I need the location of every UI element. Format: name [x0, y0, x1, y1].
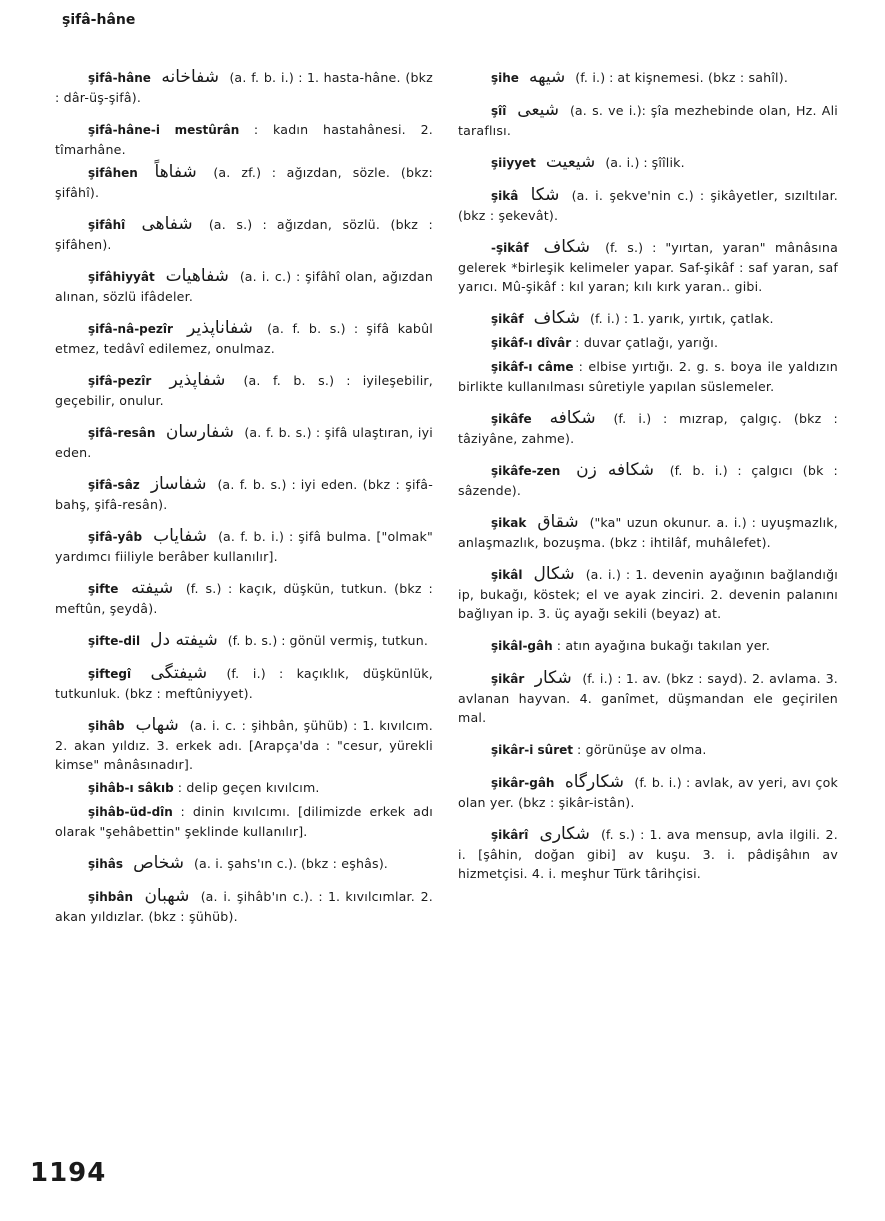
- entry-headword: şikak: [491, 516, 527, 530]
- dictionary-entry: [55, 527, 433, 566]
- dictionary-entry: [458, 333, 838, 353]
- entry-headword: şifâhî: [88, 218, 126, 232]
- entry-headword: şihâb-ı sâkıb: [88, 781, 174, 795]
- dictionary-entry: [458, 565, 838, 623]
- dictionary-entry: [458, 461, 838, 500]
- entry-arabic-script: شفارسان: [165, 422, 234, 442]
- entry-definition: (f. s.) : 1. ava mensup, avla ilgili. 2. i. [şâhin, doğan gibi] av kuşu. 3. i. pâdişâhın av hizmetçisi. 4. i. meşhur Türk târihçisi.: [458, 827, 838, 881]
- dictionary-entry: [55, 68, 433, 107]
- entry-definition: (f. b. i.) : çalgıcı (bk : sâzende).: [458, 463, 838, 498]
- entry-headword: şifte: [88, 582, 119, 596]
- entry-headword: şikâfe: [491, 412, 532, 426]
- entry-headword: şifâ-hâne: [88, 71, 151, 85]
- entry-headword: şihbân: [88, 890, 134, 904]
- entry-definition: (f. b. i.) : avlak, av yeri, avı çok olan yer. (bkz : şikâr-istân).: [458, 775, 838, 810]
- dictionary-entry: [55, 579, 433, 618]
- dictionary-entry: [458, 669, 838, 727]
- entry-headword: şifâhen: [88, 166, 138, 180]
- dictionary-entry: [458, 153, 838, 173]
- dictionary-entry: [55, 664, 433, 703]
- entry-headword: şifâ-yâb: [88, 530, 143, 544]
- dictionary-entry: [458, 309, 838, 329]
- entry-headword: şikâfe-zen: [491, 464, 561, 478]
- entry-headword: şifâ-pezîr: [88, 374, 152, 388]
- entry-arabic-script: شكاف: [543, 237, 591, 257]
- dictionary-entry: [458, 101, 838, 140]
- dictionary-entry: [55, 631, 433, 651]
- entry-definition: (a. s. ve i.): şîa mezhebinde olan, Hz. Ali taraflısı.: [458, 103, 838, 138]
- dictionary-entry: [458, 740, 838, 760]
- entry-definition: (f. i.) : kaçıklık, düşkünlük, tutkunluk. (bkz : meftûniyyet).: [55, 666, 433, 701]
- dictionary-entry: [55, 267, 433, 306]
- entry-definition: (a. f. b. s.) : iyi eden. (bkz : şifâ-bahş, şifâ-resân).: [55, 477, 433, 512]
- entry-definition: : atın ayağına bukağı takılan yer.: [556, 638, 771, 653]
- entry-headword: şiftegî: [88, 667, 132, 681]
- entry-arabic-script: شيعيت: [545, 152, 596, 172]
- dictionary-entry: [55, 120, 433, 159]
- dictionary-entry: [458, 238, 838, 296]
- dictionary-entry: [55, 163, 433, 202]
- dictionary-entry: [55, 475, 433, 514]
- dictionary-entry: [458, 825, 838, 883]
- entry-arabic-script: شفاناپذير: [187, 318, 253, 338]
- entry-definition: (a. i. şekve'nin c.) : şikâyetler, sızıltılar. (bkz : şekevât).: [458, 188, 838, 223]
- dictionary-entry: [55, 319, 433, 358]
- dictionary-entry: [55, 854, 433, 874]
- entry-headword: şikâf: [491, 312, 524, 326]
- entry-headword: şikâr: [491, 672, 525, 686]
- entry-headword: -şikâf: [491, 241, 529, 255]
- dictionary-entry: [458, 186, 838, 225]
- entry-arabic-script: شفاساز: [150, 474, 207, 494]
- entry-definition: (f. i.) : 1. av. (bkz : sayd). 2. avlama. 3. avlanan hayvan. 4. ganîmet, düşmandan ele geçirilen mal.: [458, 671, 838, 725]
- entry-definition: (a. s.) : ağızdan, sözlü. (bkz : şifâhen).: [55, 217, 433, 252]
- entry-definition: (a. i. c. : şihbân, şühüb) : 1. kıvılcım. 2. akan yıldız. 3. erkek adı. [Arapça'da : "cesur, yürekli kimse" mânâsınadır].: [55, 718, 433, 772]
- entry-arabic-script: شهبان: [144, 886, 190, 906]
- dictionary-entry: [458, 773, 838, 812]
- entry-definition: : elbise yırtığı. 2. g. s. boya ile yaldızın birlikte kullanılması sûretiyle yapılan süslemeler.: [458, 359, 838, 394]
- dictionary-entry: [55, 371, 433, 410]
- entry-definition: (f. s.) : "yırtan, yaran" mânâsına gelerek *birleşik kelimeler yapar. Saf-şikâf : saf yaran, saf yarıcı. Mû-şikâf : kıl yaran; kılı kırk yaran.. gibi.: [458, 240, 838, 294]
- entry-arabic-script: شكاف: [533, 308, 581, 328]
- entry-arabic-script: شهاب: [135, 715, 179, 735]
- entry-headword: şikâr-gâh: [491, 776, 555, 790]
- entry-headword: şifâ-sâz: [88, 478, 140, 492]
- entry-headword: şihâs: [88, 857, 124, 871]
- dictionary-entry: [458, 68, 838, 88]
- entry-headword: şifâ-hâne-i mestûrân: [88, 123, 240, 137]
- entry-definition: (a. i. şahs'ın c.). (bkz : eşhâs).: [194, 856, 388, 871]
- entry-headword: şihâb: [88, 719, 125, 733]
- entry-definition: ("ka" uzun okunur. a. i.) : uyuşmazlık, anlaşmazlık, bozuşma. (bkz : ihtilâf, muhâlefet).: [458, 515, 838, 550]
- page-number: 1194: [30, 1158, 107, 1188]
- entry-arabic-script: شيعى: [517, 100, 560, 120]
- entry-arabic-script: شكارگاه: [564, 772, 625, 792]
- right-column: [458, 68, 838, 896]
- entry-headword: şihe: [491, 71, 519, 85]
- entry-headword: şifâ-nâ-pezîr: [88, 322, 173, 336]
- entry-arabic-script: شفاهيات: [165, 266, 229, 286]
- entry-definition: (f. i.) : at kişnemesi. (bkz : sahîl).: [575, 70, 789, 85]
- entry-arabic-script: شفاخانه: [161, 67, 219, 87]
- entry-definition: (a. i.) : şîîlik.: [605, 155, 685, 170]
- entry-headword: şikâl: [491, 568, 523, 582]
- entry-arabic-script: شيفته دل: [150, 630, 218, 650]
- entry-headword: şikâf-ı dîvâr: [491, 336, 572, 350]
- entry-definition: (a. f. b. i.) : 1. hasta-hâne. (bkz : dâr-üş-şifâ).: [55, 70, 433, 105]
- entry-headword: şihâb-üd-dîn: [88, 805, 173, 819]
- dictionary-entry: [55, 716, 433, 774]
- entry-arabic-script: شفاهاً: [154, 162, 197, 182]
- entry-definition: (a. i.) : 1. devenin ayağının bağlandığı ip, bukağı, köstek; el ve ayak zinciri. 2. devenin palanını bağlıyan ip. 3. üç ayağı sekili (beyaz) at.: [458, 567, 838, 621]
- entry-definition: : duvar çatlağı, yarığı.: [575, 335, 719, 350]
- entry-arabic-script: شكال: [533, 564, 575, 584]
- running-head: şifâ-hâne: [62, 12, 136, 28]
- entry-headword: şîî: [491, 104, 507, 118]
- entry-definition: : görünüşe av olma.: [577, 742, 707, 757]
- dictionary-entry: [55, 423, 433, 462]
- entry-definition: (f. b. s.) : gönül vermiş, tutkun.: [227, 633, 429, 648]
- entry-definition: (a. i. c.) : şifâhî olan, ağızdan alınan, sözlü ifâdeler.: [55, 269, 434, 304]
- entry-definition: (a. f. b. s.) : şifâ ulaştıran, iyi eden.: [55, 425, 433, 460]
- entry-headword: şiiyyet: [491, 156, 536, 170]
- dictionary-entry: [458, 357, 838, 396]
- entry-headword: şifâhiyyât: [88, 270, 155, 284]
- entry-arabic-script: شقاق: [537, 512, 579, 532]
- entry-definition: : kadın hastahânesi. 2. tîmarhâne.: [55, 122, 433, 157]
- entry-arabic-script: شكارى: [539, 824, 590, 844]
- dictionary-entry: [55, 778, 433, 798]
- entry-arabic-script: شيهه: [528, 67, 566, 87]
- entry-definition: (a. f. b. s.) : şifâ kabûl etmez, tedâvî edilemez, onulmaz.: [55, 321, 433, 356]
- entry-arabic-script: شيفتگى: [150, 663, 208, 683]
- entry-definition: (f. i.) : 1. yarık, yırtık, çatlak.: [590, 311, 774, 326]
- entry-headword: şifte-dil: [88, 634, 141, 648]
- dictionary-entry: [458, 636, 838, 656]
- dictionary-entry: [55, 802, 433, 841]
- entry-definition: (a. f. b. i.) : şifâ bulma. ["olmak" yardımcı fiiliyle berâber kullanılır].: [55, 529, 433, 564]
- dictionary-entry: [55, 887, 433, 926]
- entry-headword: şikârî: [491, 828, 529, 842]
- dictionary-entry: [458, 409, 838, 448]
- entry-headword: şifâ-resân: [88, 426, 156, 440]
- entry-arabic-script: شفاهى: [141, 214, 193, 234]
- entry-arabic-script: شكافه زن: [576, 460, 654, 480]
- entry-definition: (a. zf.) : ağızdan, sözle. (bkz: şifâhî).: [55, 165, 433, 200]
- entry-arabic-script: شفاياب: [153, 526, 208, 546]
- entry-definition: (a. f. b. s.) : iyileşebilir, geçebilir, onulur.: [55, 373, 433, 408]
- entry-arabic-script: شفاپذير: [169, 370, 226, 390]
- entry-headword: şikâl-gâh: [491, 639, 553, 653]
- dictionary-entry: [55, 215, 433, 254]
- entry-headword: şikâ: [491, 189, 519, 203]
- left-column: [55, 68, 433, 939]
- entry-definition: : delip geçen kıvılcım.: [177, 780, 320, 795]
- entry-definition: (f. i.) : mızrap, çalgıç. (bkz : tâziyâne, zahme).: [458, 411, 838, 446]
- entry-headword: şikâf-ı câme: [491, 360, 574, 374]
- entry-definition: (a. i. şihâb'ın c.). : 1. kıvılcımlar. 2. akan yıldızlar. (bkz : şühüb).: [55, 889, 433, 924]
- entry-definition: (f. s.) : kaçık, düşkün, tutkun. (bkz : meftûn, şeydâ).: [55, 581, 433, 616]
- entry-arabic-script: شكار: [534, 668, 572, 688]
- entry-arabic-script: شيفته: [131, 578, 174, 598]
- dictionary-entry: [458, 513, 838, 552]
- entry-arabic-script: شكافه: [549, 408, 596, 428]
- entry-definition: : dinin kıvılcımı. [dilimizde erkek adı olarak "şehâbettin" şeklinde kullanılır].: [55, 804, 433, 839]
- entry-headword: şikâr-i sûret: [491, 743, 574, 757]
- entry-arabic-script: شكا: [530, 185, 560, 205]
- entry-arabic-script: شخاص: [133, 853, 185, 873]
